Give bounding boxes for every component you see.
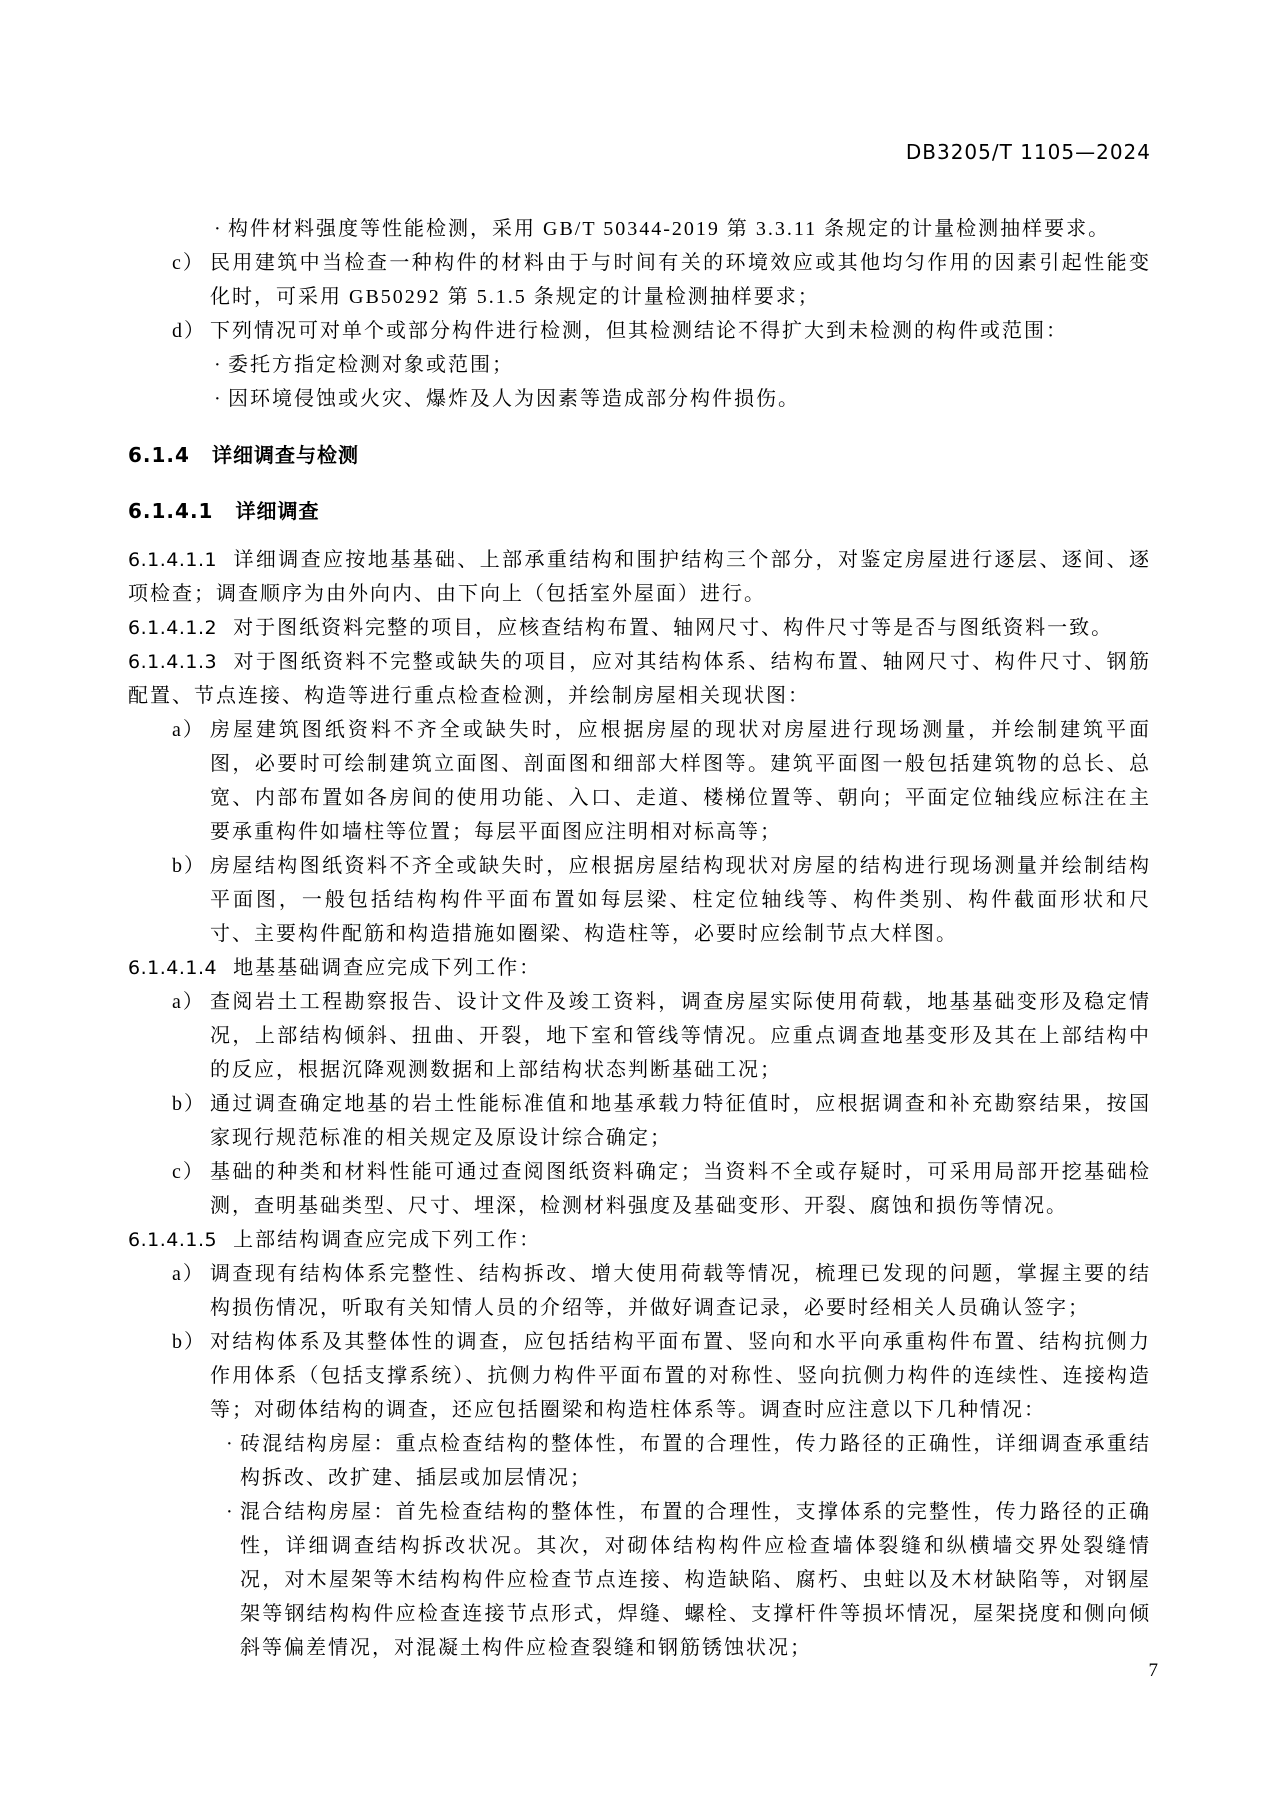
bullet-list-item bbox=[128, 1495, 1151, 1665]
clause-text: 对于图纸资料完整的项目，应核查结构布置、轴网尺寸、构件尺寸等是否与图纸资料一致。 bbox=[233, 617, 1114, 639]
bullet-text: 砖混结构房屋：重点检查结构的整体性，布置的合理性，传力路径的正确性，详细调查承重结构拆改、改扩建、插层或加层情况； bbox=[240, 1433, 1151, 1489]
section-heading bbox=[128, 494, 1151, 528]
item-label: b） bbox=[172, 1331, 206, 1353]
bullet-list-item bbox=[128, 1427, 1151, 1495]
heading-number: 6.1.4.1 bbox=[128, 499, 214, 523]
item-text: 基础的种类和材料性能可通过查阅图纸资料确定；当资料不全或存疑时，可采用局部开挖基础检测，查明基础类型、尺寸、埋深，检测材料强度及基础变形、开裂、腐蚀和损伤等情况。 bbox=[210, 1161, 1151, 1217]
clause-paragraph bbox=[128, 951, 1151, 985]
item-label: c） bbox=[172, 1161, 205, 1183]
lettered-list-item bbox=[128, 314, 1151, 348]
item-text: 调查现有结构体系完整性、结构拆改、增大使用荷载等情况，梳理已发现的问题，掌握主要的结构损伤情况，听取有关知情人员的介绍等，并做好调查记录，必要时经相关人员确认签字； bbox=[210, 1263, 1151, 1319]
item-text: 通过调查确定地基的岩土性能标准值和地基承载力特征值时，应根据调查和补充勘察结果，按国家现行规范标准的相关规定及原设计综合确定； bbox=[210, 1093, 1151, 1149]
heading-number: 6.1.4 bbox=[128, 443, 190, 467]
item-label: b） bbox=[172, 855, 206, 877]
clause-paragraph bbox=[128, 1223, 1151, 1257]
item-label: d） bbox=[172, 320, 206, 342]
item-label: a） bbox=[172, 1263, 205, 1285]
section-heading bbox=[128, 438, 1151, 472]
bullet-marker-icon: · bbox=[214, 388, 223, 410]
bullet-text: 因环境侵蚀或火灾、爆炸及人为因素等造成部分构件损伤。 bbox=[228, 388, 800, 410]
bullet-marker-icon: · bbox=[226, 1501, 235, 1523]
item-label: b） bbox=[172, 1093, 206, 1115]
clause-number: 6.1.4.1.3 bbox=[128, 651, 218, 673]
heading-title: 详细调查与检测 bbox=[211, 443, 359, 467]
lettered-list-item bbox=[128, 985, 1151, 1087]
clause-number: 6.1.4.1.4 bbox=[128, 957, 218, 979]
item-label: a） bbox=[172, 991, 205, 1013]
lettered-list-item bbox=[128, 1325, 1151, 1427]
bullet-text: 构件材料强度等性能检测，采用 GB/T 50344-2019 第 3.3.11 条规定的计量检测抽样要求。 bbox=[228, 218, 1111, 240]
item-text: 房屋结构图纸资料不齐全或缺失时，应根据房屋结构现状对房屋的结构进行现场测量并绘制结构平面图，一般包括结构构件平面布置如每层梁、柱定位轴线等、构件类别、构件截面形状和尺寸、主要构件配筋和构造措施如圈梁、构造柱等，必要时应绘制节点大样图。 bbox=[210, 855, 1151, 945]
bullet-text: 委托方指定检测对象或范围； bbox=[228, 354, 514, 376]
clause-text: 地基基础调查应完成下列工作： bbox=[233, 957, 542, 979]
document-body bbox=[128, 212, 1151, 1665]
clause-paragraph bbox=[128, 645, 1151, 713]
item-label: a） bbox=[172, 719, 205, 741]
bullet-marker-icon: · bbox=[214, 218, 223, 240]
lettered-list-item bbox=[128, 1155, 1151, 1223]
bullet-list-item bbox=[128, 382, 1151, 416]
item-text: 对结构体系及其整体性的调查，应包括结构平面布置、竖向和水平向承重构件布置、结构抗侧力作用体系（包括支撑系统）、抗侧力构件平面布置的对称性、竖向抗侧力构件的连续性、连接构造等；对砌体结构的调查，还应包括圈梁和构造柱体系等。调查时应注意以下几种情况： bbox=[210, 1331, 1151, 1421]
clause-text: 详细调查应按地基基础、上部承重结构和围护结构三个部分，对鉴定房屋进行逐层、逐间、逐项检查；调查顺序为由外向内、由下向上（包括室外屋面）进行。 bbox=[128, 549, 1151, 605]
item-text: 房屋建筑图纸资料不齐全或缺失时，应根据房屋的现状对房屋进行现场测量，并绘制建筑平面图，必要时可绘制建筑立面图、剖面图和细部大样图等。建筑平面图一般包括建筑物的总长、总宽、内部布置如各房间的使用功能、入口、走道、楼梯位置等、朝向；平面定位轴线应标注在主要承重构件如墙柱等位置；每层平面图应注明相对标高等； bbox=[210, 719, 1151, 843]
standard-code-header: DB3205/T 1105—2024 bbox=[905, 140, 1151, 164]
clause-number: 6.1.4.1.1 bbox=[128, 549, 218, 571]
item-label: c） bbox=[172, 252, 205, 274]
lettered-list-item bbox=[128, 1257, 1151, 1325]
clause-paragraph bbox=[128, 611, 1151, 645]
item-text: 查阅岩土工程勘察报告、设计文件及竣工资料，调查房屋实际使用荷载，地基基础变形及稳定情况，上部结构倾斜、扭曲、开裂，地下室和管线等情况。应重点调查地基变形及其在上部结构中的反应，根据沉降观测数据和上部结构状态判断基础工况； bbox=[210, 991, 1151, 1081]
lettered-list-item bbox=[128, 1087, 1151, 1155]
lettered-list-item bbox=[128, 849, 1151, 951]
lettered-list-item bbox=[128, 713, 1151, 849]
bullet-text: 混合结构房屋：首先检查结构的整体性，布置的合理性，支撑体系的完整性，传力路径的正确性，详细调查结构拆改状况。其次，对砌体结构构件应检查墙体裂缝和纵横墙交界处裂缝情况，对木屋架等木结构构件应检查节点连接、构造缺陷、腐朽、虫蛀以及木材缺陷等，对钢屋架等钢结构构件应检查连接节点形式，焊缝、螺栓、支撑杆件等损坏情况，屋架挠度和侧向倾斜等偏差情况，对混凝土构件应检查裂缝和钢筋锈蚀状况； bbox=[240, 1501, 1151, 1659]
clause-number: 6.1.4.1.5 bbox=[128, 1229, 218, 1251]
item-text: 下列情况可对单个或部分构件进行检测，但其检测结论不得扩大到未检测的构件或范围： bbox=[210, 320, 1068, 342]
bullet-marker-icon: · bbox=[226, 1433, 235, 1455]
page-number: 7 bbox=[1148, 1660, 1158, 1681]
clause-number: 6.1.4.1.2 bbox=[128, 617, 218, 639]
bullet-list-item bbox=[128, 348, 1151, 382]
bullet-list-item bbox=[128, 212, 1151, 246]
clause-text: 对于图纸资料不完整或缺失的项目，应对其结构体系、结构布置、轴网尺寸、构件尺寸、钢筋配置、节点连接、构造等进行重点检查检测，并绘制房屋相关现状图： bbox=[128, 651, 1151, 707]
bullet-marker-icon: · bbox=[214, 354, 223, 376]
clause-text: 上部结构调查应完成下列工作： bbox=[233, 1229, 542, 1251]
lettered-list-item bbox=[128, 246, 1151, 314]
heading-title: 详细调查 bbox=[235, 499, 320, 523]
clause-paragraph bbox=[128, 543, 1151, 611]
item-text: 民用建筑中当检查一种构件的材料由于与时间有关的环境效应或其他均匀作用的因素引起性能变化时，可采用 GB50292 第 5.1.5 条规定的计量检测抽样要求； bbox=[210, 252, 1151, 308]
